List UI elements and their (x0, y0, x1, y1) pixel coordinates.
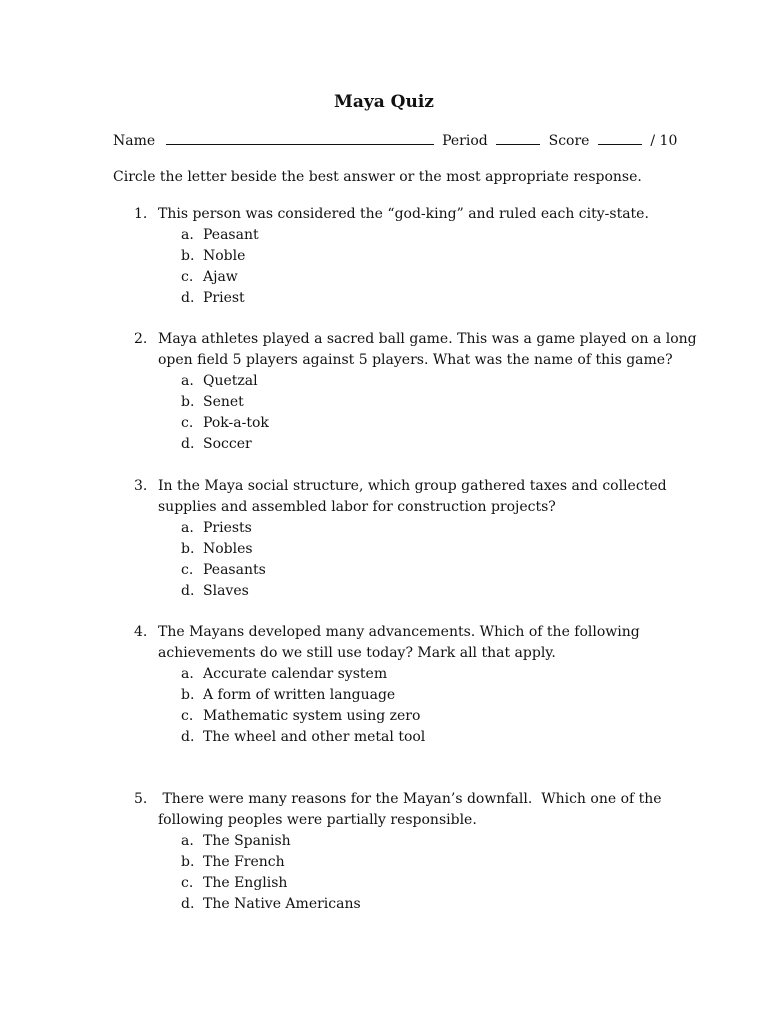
option-d[interactable] (181, 581, 667, 602)
score-label: Score (548, 133, 590, 149)
question-line: The Mayans developed many advancements. Which of the following (158, 624, 640, 640)
option-text: Accurate calendar system (203, 666, 388, 682)
option-text: Noble (203, 248, 246, 264)
answer-options (181, 225, 649, 309)
option-text: Mathematic system using zero (203, 708, 421, 724)
option-text: Peasants (203, 562, 266, 578)
option-a[interactable] (181, 831, 662, 852)
option-letter[interactable]: c. (181, 415, 194, 431)
answer-options (181, 518, 667, 602)
option-c[interactable] (181, 560, 667, 581)
option-letter[interactable]: b. (181, 248, 195, 264)
question-line: This person was considered the “god-king” and ruled each city-state. (158, 206, 649, 222)
question-3 (134, 476, 667, 602)
option-letter[interactable]: d. (181, 436, 195, 452)
option-text: Peasant (203, 227, 259, 243)
name-label: Name (113, 133, 156, 149)
option-c[interactable] (181, 267, 649, 288)
option-b[interactable] (181, 685, 640, 706)
option-letter[interactable]: b. (181, 394, 195, 410)
option-letter[interactable]: d. (181, 583, 195, 599)
option-letter[interactable]: c. (181, 562, 194, 578)
option-letter[interactable]: d. (181, 896, 195, 912)
option-text: Soccer (203, 436, 252, 452)
question-line: In the Maya social structure, which group gathered taxes and collected (158, 478, 667, 494)
option-text: Priest (203, 290, 245, 306)
option-text: Pok-a-tok (203, 415, 269, 431)
option-text: The English (203, 875, 288, 891)
answer-options (181, 664, 640, 748)
question-2 (134, 329, 697, 455)
option-letter[interactable]: b. (181, 687, 195, 703)
option-c[interactable] (181, 706, 640, 727)
option-b[interactable] (181, 852, 662, 873)
option-b[interactable] (181, 539, 667, 560)
question-text (158, 476, 667, 518)
option-letter[interactable]: b. (181, 541, 195, 557)
question-line: open field 5 players against 5 players. What was the name of this game? (158, 352, 673, 368)
question-line: achievements do we still use today? Mark all that apply. (158, 645, 556, 661)
question-line: following peoples were partially responsible. (158, 812, 477, 828)
option-letter[interactable]: d. (181, 729, 195, 745)
option-a[interactable] (181, 664, 640, 685)
option-d[interactable] (181, 727, 640, 748)
option-letter[interactable]: a. (181, 373, 194, 389)
question-text (158, 204, 649, 225)
student-info-line (113, 132, 677, 149)
option-text: Nobles (203, 541, 253, 557)
option-text: Slaves (203, 583, 249, 599)
question-line: Maya athletes played a sacred ball game. This was a game played on a long (158, 331, 697, 347)
option-text: The Native Americans (203, 896, 361, 912)
option-b[interactable] (181, 246, 649, 267)
option-text: The wheel and other metal tool (203, 729, 426, 745)
question-number: 2. (134, 331, 148, 347)
period-label: Period (442, 133, 488, 149)
question-number: 3. (134, 478, 148, 494)
question-text (158, 329, 697, 371)
option-text: Senet (203, 394, 244, 410)
option-a[interactable] (181, 371, 697, 392)
option-letter[interactable]: a. (181, 833, 194, 849)
option-letter[interactable]: a. (181, 227, 194, 243)
option-a[interactable] (181, 225, 649, 246)
option-text: A form of written language (203, 687, 396, 703)
question-text (158, 789, 662, 831)
option-letter[interactable]: c. (181, 708, 194, 724)
answer-options (181, 831, 662, 915)
option-d[interactable] (181, 434, 697, 455)
score-total: / 10 (650, 133, 678, 149)
question-text (158, 622, 640, 664)
question-4 (134, 622, 640, 748)
name-blank[interactable] (166, 132, 434, 145)
option-letter[interactable]: a. (181, 666, 194, 682)
option-letter[interactable]: a. (181, 520, 194, 536)
option-d[interactable] (181, 288, 649, 309)
page-title: Maya Quiz (334, 92, 434, 112)
score-blank[interactable] (598, 132, 642, 145)
option-text: Ajaw (203, 269, 238, 285)
option-letter[interactable]: d. (181, 290, 195, 306)
option-text: The French (203, 854, 285, 870)
option-letter[interactable]: b. (181, 854, 195, 870)
question-line: supplies and assembled labor for construction projects? (158, 499, 556, 515)
question-number: 4. (134, 624, 148, 640)
option-text: Quetzal (203, 373, 258, 389)
option-text: The Spanish (203, 833, 291, 849)
option-letter[interactable]: c. (181, 269, 194, 285)
option-d[interactable] (181, 894, 662, 915)
option-letter[interactable]: c. (181, 875, 194, 891)
option-c[interactable] (181, 873, 662, 894)
option-b[interactable] (181, 392, 697, 413)
question-5 (134, 789, 662, 915)
question-number: 5. (134, 791, 148, 807)
question-line: There were many reasons for the Mayan’s downfall. Which one of the (158, 791, 662, 807)
question-number: 1. (134, 206, 148, 222)
option-text: Priests (203, 520, 252, 536)
period-blank[interactable] (496, 132, 540, 145)
question-1 (134, 204, 649, 309)
option-a[interactable] (181, 518, 667, 539)
option-c[interactable] (181, 413, 697, 434)
instructions: Circle the letter beside the best answer or the most appropriate response. (113, 169, 642, 185)
answer-options (181, 371, 697, 455)
